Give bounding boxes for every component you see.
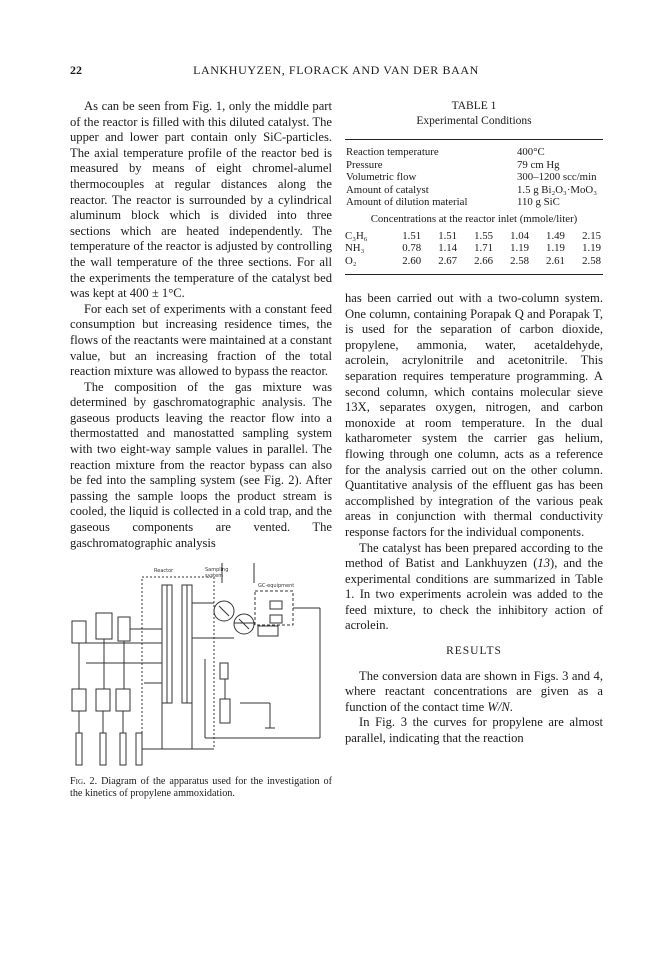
- condition-value: 79 cm Hg: [517, 158, 560, 171]
- reactor-label: Reactor: [154, 568, 174, 575]
- table-bottom-rule: [345, 274, 603, 275]
- table-row: [345, 171, 603, 184]
- concentrations-table: [345, 230, 603, 268]
- sampling-label: Sampling: [205, 567, 229, 574]
- value-cell: 1.14: [438, 242, 458, 254]
- condition-label: Amount of dilution material: [346, 196, 468, 208]
- condition-label: Pressure: [346, 158, 383, 171]
- value-cell: 2.61: [546, 254, 565, 267]
- value-cell: 1.19: [510, 242, 529, 254]
- condition-label: Amount of catalyst: [346, 183, 429, 196]
- paragraph: The catalyst has been prepared according to the method of Batist and Lankhuyzen (13), and the experimental conditions are summarized in Table 1. In two experiments acrolein was added to the feed mixture, to check the inhibitory action of acrolein.: [345, 540, 603, 633]
- species-cell: O₂: [345, 254, 357, 267]
- paragraph: In Fig. 3 the curves for propylene are almost parallel, indicating that the reaction: [345, 715, 603, 746]
- running-head: LANKHUYZEN, FLORACK AND VAN DER BAAN: [193, 63, 479, 77]
- conditions-table: [345, 146, 603, 209]
- value-cell: 2.58: [510, 254, 529, 267]
- apparatus-diagram-svg: [70, 563, 332, 776]
- apparatus-diagram: [70, 563, 332, 776]
- condition-value: 1.5 g Bi₂O₃·MoO₃: [517, 183, 597, 196]
- reference-13: 13: [537, 556, 551, 571]
- value-cell: 2.67: [438, 254, 458, 267]
- species-cell: C₃H₆: [345, 229, 368, 242]
- table-row: [345, 184, 603, 197]
- paragraph: has been carried out with a two-column system. One column, containing Porapak Q and Porapak T, is used for the separation of carbon dioxide, propylene, ammonia, water, acetaldehyde, acrolein, acrylonitrile and acetonitrile. This separation requires temperature programming. A second column, which contains molecular sieve 13X, separates oxygen, nitrogen, and carbon monoxide at room temperature. In the dual katharometer system the carrier gas helium, flowing through one column, acts as a reference for the analysis carried out on the other column. Quantitative analysis of the effluent gas has been accomplished by integration of the various peak areas in conjunction with thermal conductivity response factors for the individual components.: [345, 291, 603, 539]
- paragraph: For each set of experiments with a constant feed consumption but increasing residence times, the flows of the reactants were maintained at a constant value, but an increasing fraction of the total reaction mixture was allowed to bypass the reactor.: [70, 301, 332, 379]
- value-cell: 2.66: [474, 254, 494, 267]
- page-header: [70, 63, 602, 81]
- value-cell: 1.51: [402, 229, 422, 242]
- system-label: system: [205, 573, 224, 580]
- value-cell: 1.19: [582, 242, 601, 254]
- value-cell: 1.51: [438, 229, 458, 242]
- page-number: 22: [70, 63, 82, 77]
- paragraph: The conversion data are shown in Figs. 3 and 4, where reactant concentrations are given as a function of the contact time W/N.: [345, 668, 603, 714]
- table-number: TABLE 1: [451, 100, 497, 112]
- table-row: [345, 159, 603, 172]
- figure-caption-label: Fig. 2.: [70, 776, 98, 788]
- table-row: [345, 230, 603, 243]
- value-cell: 1.04: [510, 229, 529, 242]
- value-cell: 2.58: [582, 254, 601, 267]
- table-row: [345, 196, 603, 209]
- paragraph: The composition of the gas mixture was determined by gaschromatographic analysis. The gaseous products leaving the reactor flow into a thermostatted and manostatted sampling system with two eight-way sample values in parallel. The reaction mixture from the reactor bypass can also be fed into the sampling system (see Fig. 2). After passing the sample loops the product stream is cooled, the liquid is collected in a cold trap, and the gaseous components are vented. The gaschromatographic analysis: [70, 379, 332, 550]
- value-cell: 1.55: [474, 229, 494, 242]
- section-heading: RESULTS: [446, 645, 502, 658]
- figure-caption: [70, 776, 332, 800]
- condition-label: Volumetric flow: [346, 171, 417, 183]
- value-cell: 1.19: [546, 242, 565, 254]
- figure-caption-text: Diagram of the apparatus used for the investigation of the kinetics of propylene ammoxidation.: [70, 776, 332, 800]
- table-row: [345, 255, 603, 268]
- table-top-rule: [345, 139, 603, 140]
- value-cell: 2.60: [402, 254, 422, 267]
- paragraph: As can be seen from Fig. 1, only the middle part of the reactor is filled with this diluted catalyst. The upper and lower part contain only SiC-particles. The axial temperature profile of the reactor bed is measured by means of eight chromel-alumel thermocouples at regular distances along the reactor. The reactor is surrounded by a cylindrical aluminum block which is divided into three sections which are heated independently. The temperature of the reactor is adjusted by controlling the wall temperature of the three sections. For all the experiments the temperature of the catalyst bed was kept at 400 ± 1°C.: [70, 99, 332, 301]
- left-column: [70, 99, 332, 801]
- value-cell: 1.71: [474, 242, 494, 254]
- table-row: [345, 146, 603, 159]
- condition-value: 110 g SiC: [517, 196, 560, 208]
- table-1: [345, 99, 603, 275]
- value-cell: 0.78: [402, 242, 422, 254]
- table-row: [345, 242, 603, 255]
- table-title: Experimental Conditions: [416, 115, 532, 127]
- concentrations-title: Concentrations at the reactor inlet (mmole/liter): [370, 212, 578, 225]
- species-cell: NH₃: [345, 242, 365, 254]
- right-column: [345, 99, 603, 747]
- value-cell: 1.49: [546, 229, 565, 242]
- condition-value: 300–1200 scc/min: [517, 171, 597, 183]
- value-cell: 2.15: [582, 229, 601, 242]
- gc-equipment-box: [255, 591, 293, 625]
- condition-label: Reaction temperature: [346, 146, 439, 158]
- condition-value: 400°C: [517, 146, 545, 158]
- contact-time-symbol: W/N: [487, 699, 510, 714]
- gc-label: GC-equipment: [258, 583, 295, 590]
